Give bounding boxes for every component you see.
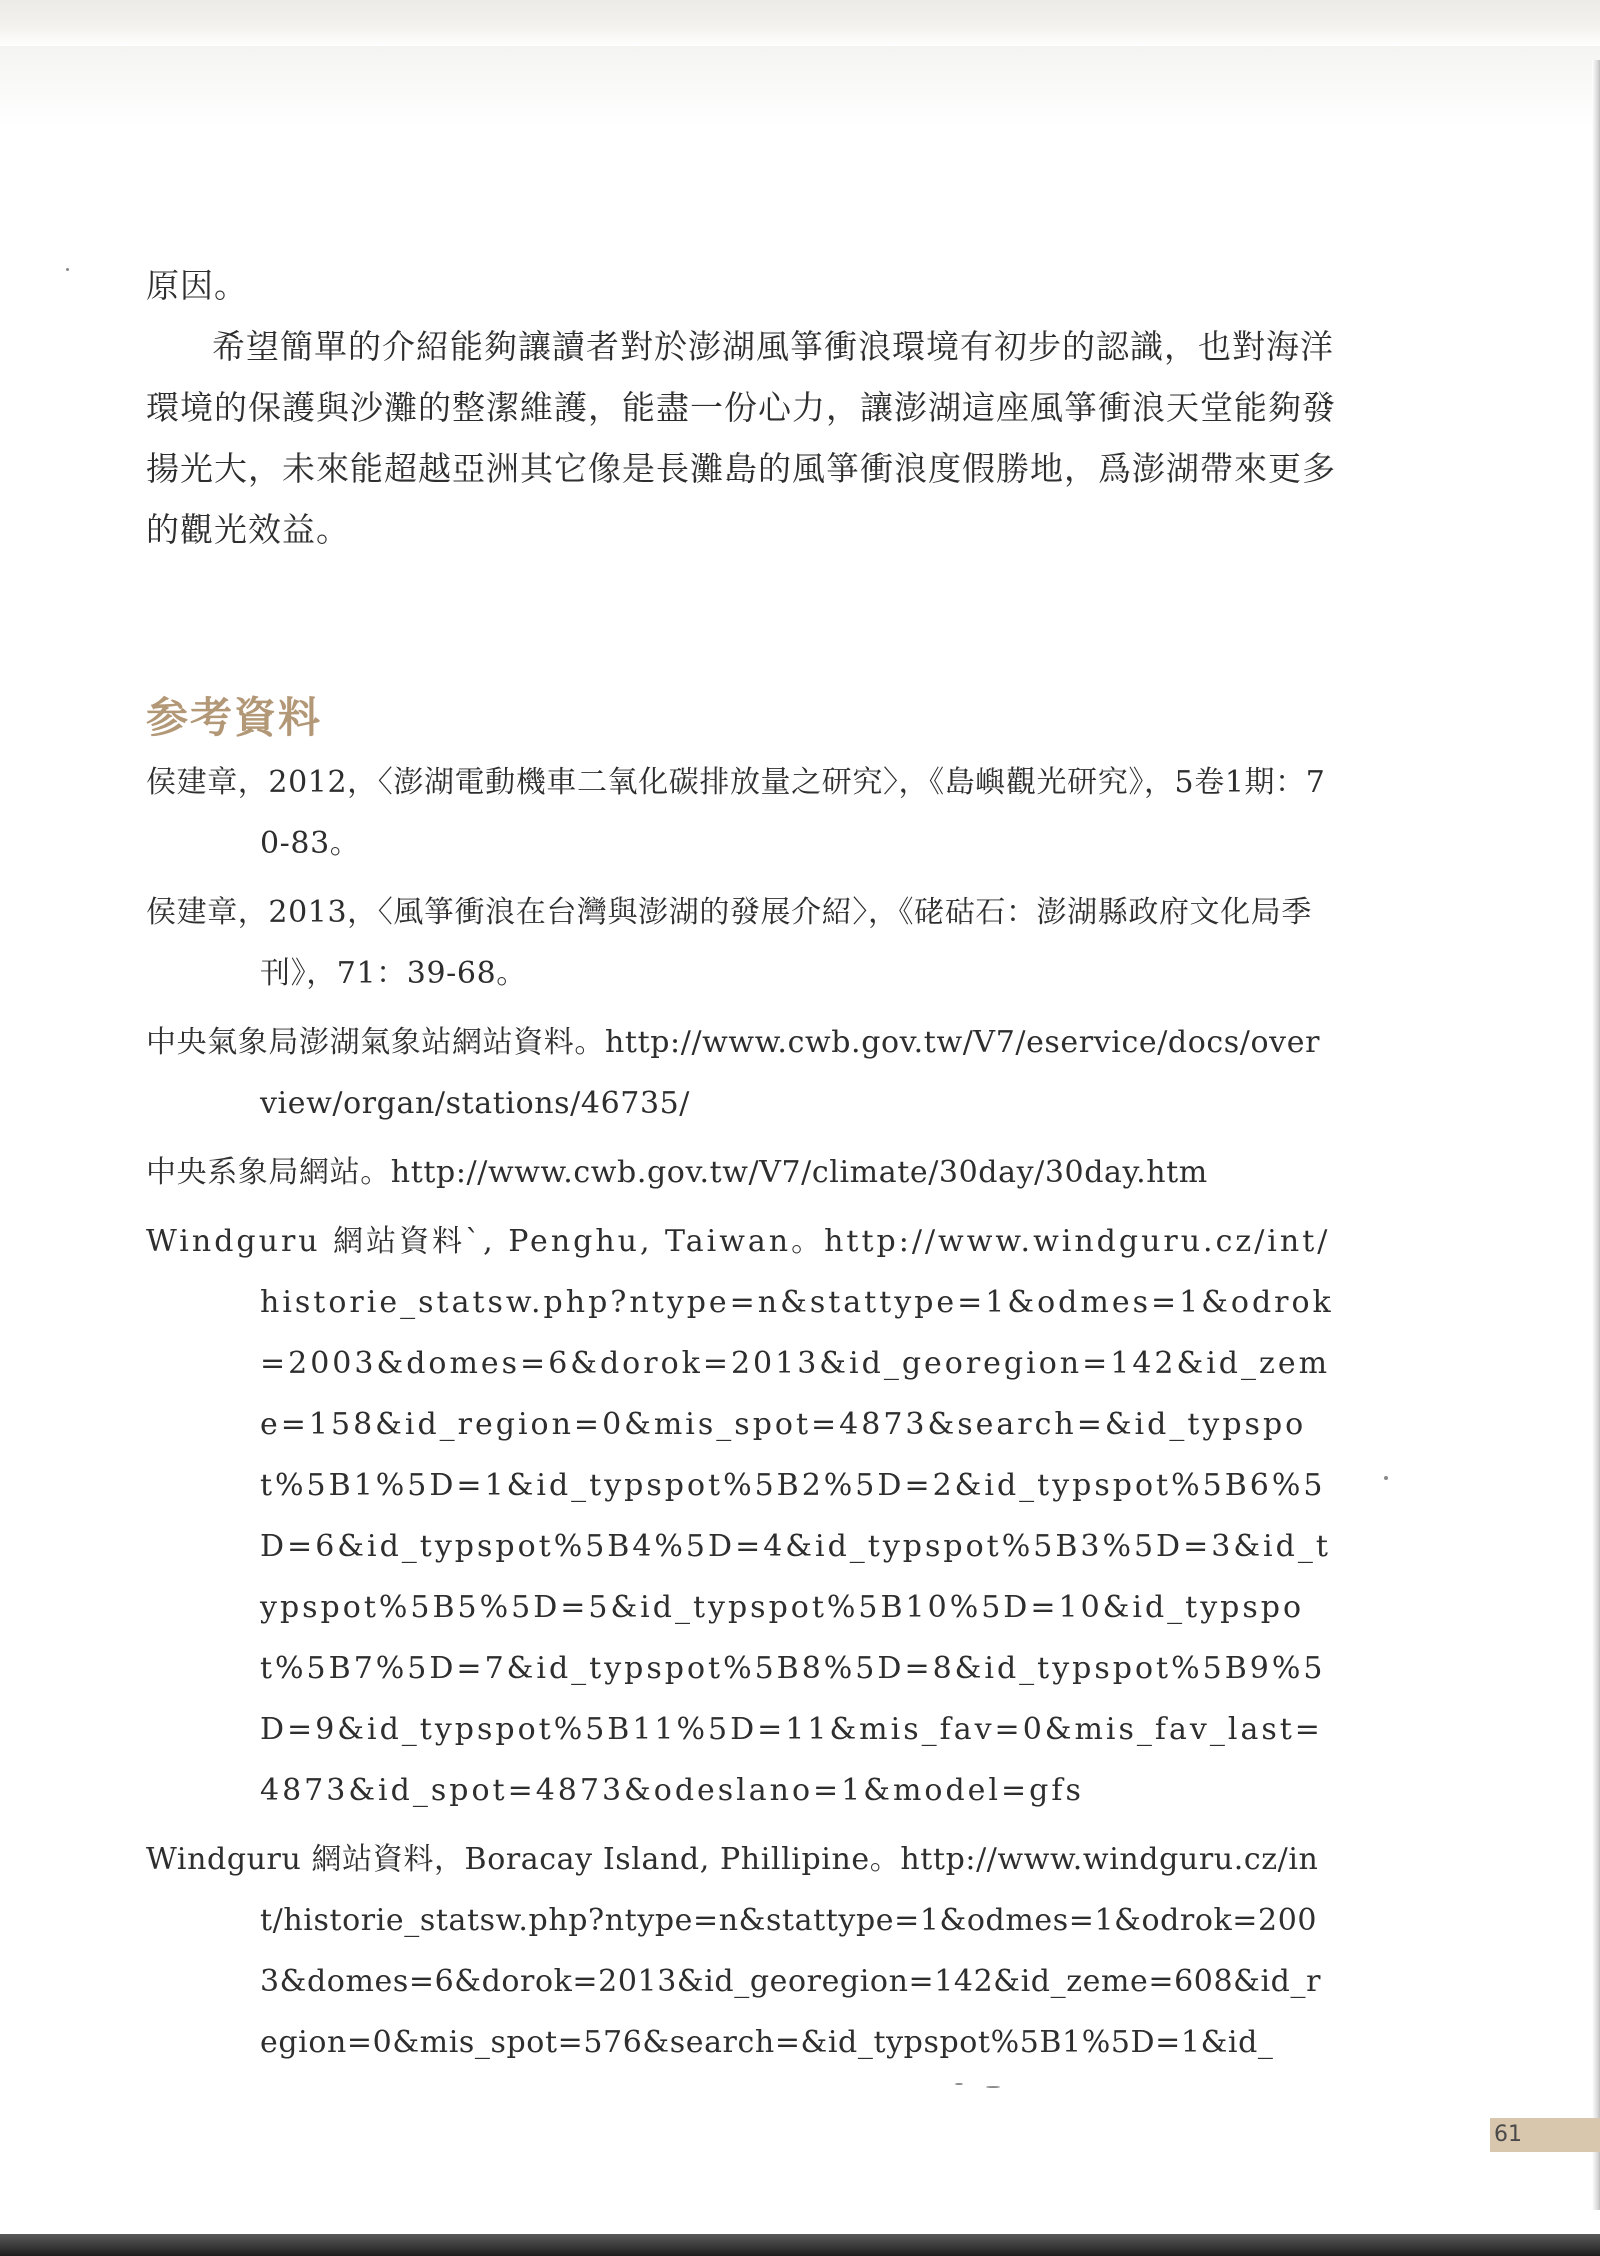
page-right-edge: [1592, 60, 1600, 2210]
scan-speck: [986, 2086, 1000, 2088]
reference-item-2: 侯建章，2013，〈風箏衝浪在台灣與澎湖的發展介紹〉，《硓𥑮石：澎湖縣政府文化局季刊》，71：39-68。: [146, 895, 1312, 991]
page-content: [146, 255, 1336, 2073]
references-heading: 参考資料: [146, 693, 323, 742]
scan-bottom-edge: [0, 2234, 1600, 2256]
paragraph-continuation: 原因。: [146, 266, 248, 305]
reference-item-6: Windguru 網站資料，Boracay Island, Phillipine。http://www.windguru.cz/int/historie_statsw.php?ntype=n&stattype=1&odmes=1&odrok=2003&domes=6&dorok=2013&id_georegion=142&id_zeme=608&id_region=0&mis_spot=576&search=&id_typspot%5B1%5D=1&id_: [146, 1842, 1322, 2060]
reference-item-3: 中央氣象局澎湖氣象站網站資料。http://www.cwb.gov.tw/V7/eservice/docs/overview/organ/stations/46735/: [146, 1025, 1321, 1121]
paragraph-conclusion: 希望簡單的介紹能夠讓讀者對於澎湖風箏衝浪環境有初步的認識，也對海洋環境的保護與沙灘的整潔維護，能盡一份心力，讓澎湖這座風箏衝浪天堂能夠發揚光大，未來能超越亞洲其它像是長灘島的風箏衝浪度假勝地，爲澎湖帶來更多的觀光效益。: [146, 327, 1336, 549]
reference-item-1: 侯建章，2012，〈澎湖電動機車二氧化碳排放量之研究〉，《島嶼觀光研究》，5卷1期：70-83。: [146, 765, 1326, 861]
scan-speck: [955, 2083, 963, 2085]
page-number: 61: [1494, 2122, 1522, 2147]
reference-item-5: Windguru 網站資料`, Penghu, Taiwan。http://www.windguru.cz/int/historie_statsw.php?ntype=n&stattype=1&odmes=1&odrok=2003&domes=6&dorok=2013&id_georegion=142&id_zeme=158&id_region=0&mis_spot=4873&search=&id_typspot%5B1%5D=1&id_typspot%5B2%5D=2&id_typspot%5B6%5D=6&id_typspot%5B4%5D=4&id_typspot%5B3%5D=3&id_typspot%5B5%5D=5&id_typspot%5B10%5D=10&id_typspot%5B7%5D=7&id_typspot%5B8%5D=8&id_typspot%5B9%5D=9&id_typspot%5B11%5D=11&mis_fav=0&mis_fav_last=4873&id_spot=4873&odeslano=1&model=gfs: [146, 1224, 1334, 1808]
scan-top-margin: [0, 0, 1600, 46]
reference-item-4: 中央系象局網站。http://www.cwb.gov.tw/V7/climate/30day/30day.htm: [146, 1155, 1208, 1190]
scan-shadow: [0, 46, 1600, 126]
scan-speck: [66, 268, 69, 271]
scan-speck: [1384, 1476, 1388, 1480]
